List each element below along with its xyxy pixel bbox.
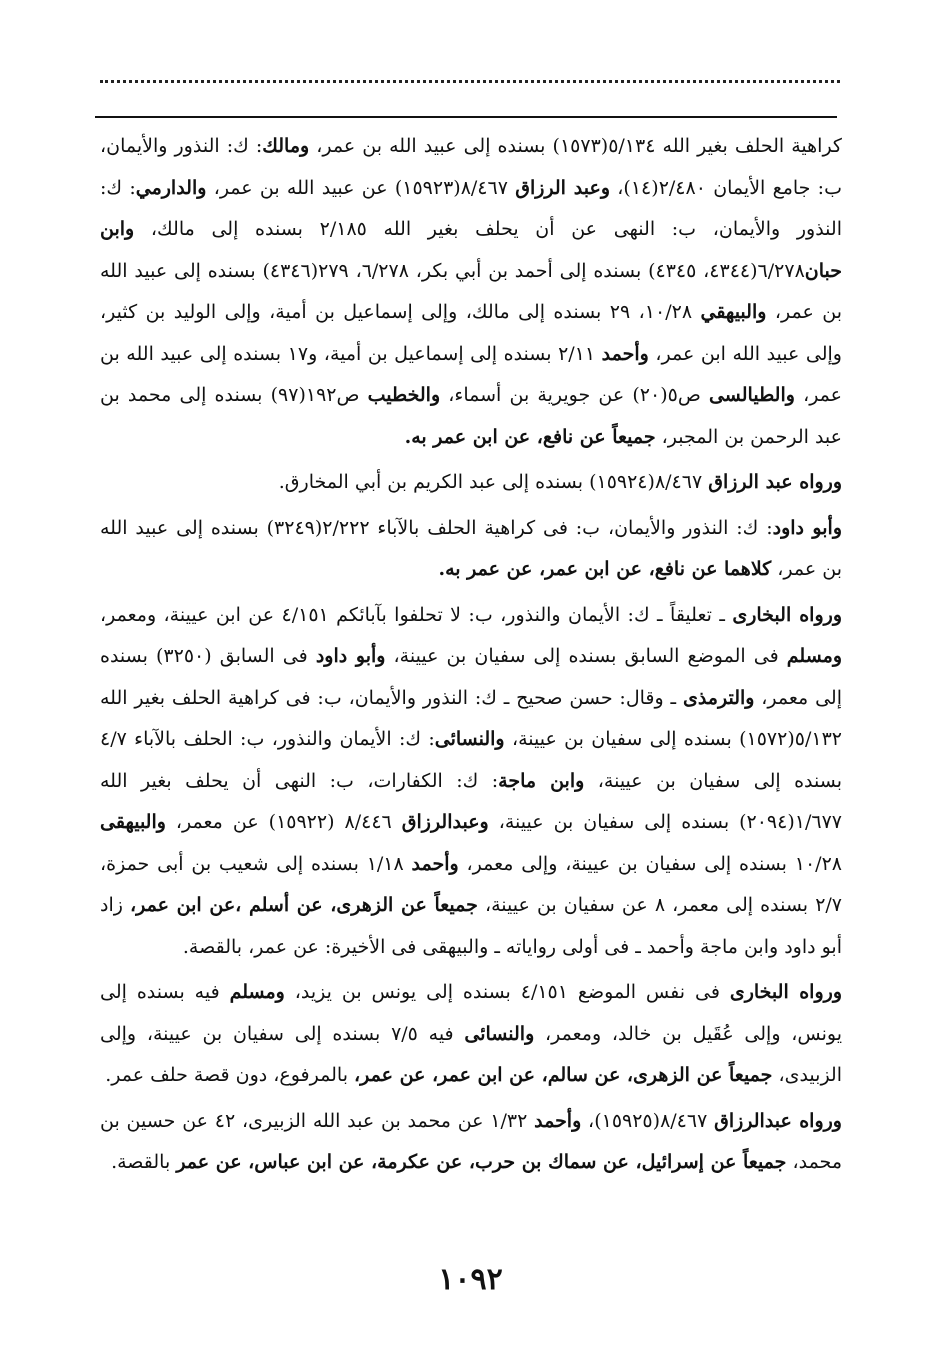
paragraph (100, 972, 842, 1097)
citation-source: والترمذى (682, 686, 755, 709)
text-run: فى الموضع السابق بسنده إلى سفيان بن عيينة، (385, 645, 787, 667)
citation-source: وأحمد (534, 1109, 582, 1132)
dotted-separator (100, 80, 840, 83)
text-run: بالقصة. (111, 1151, 177, 1173)
text-run: ـ تعليقاً ـ ك: الأيمان والنذور، ب: لا تحلفوا بآبائكم ٤/١٥١ عن ابن عيينة، ومعمر، (100, 603, 733, 626)
text-run: فى السابق (٣٢٥٠) بسنده إلى معمر، (100, 645, 842, 709)
text-run: ـ وقال: حسن صحيح ـ ك: النذور والأيمان، ب: فى كراهية الحلف بغير الله ٥/١٣٢(١٥٧٢) بسنده إلى سفيان بن عيينة، (100, 686, 842, 750)
paragraph (100, 508, 842, 591)
citation-source: والطيالسى (708, 384, 795, 406)
citation-source: جميعاً عن إسرائيل، عن سماك بن حرب، عن عكرمة، عن ابن عباس، عن عمر (176, 1151, 787, 1173)
text-run: ٦/٢٧٨(٤٣٤٤، ٤٣٤٥) بسنده إلى أحمد بن أبي بكر، ٦/٢٧٨، ٢٧٩(٤٣٤٦) بسنده إلى عبيد الله بن عمر، (100, 259, 842, 323)
citation-source: والخطيب (367, 384, 441, 406)
citation-source: ورواه البخارى (729, 981, 842, 1003)
text-run: : ك: الكفارات، ب: النهى أن يحلف بغير الله ١/٦٧٧(٢٠٩٤) بسنده إلى سفيان بن عيينة، (100, 769, 842, 833)
citation-source: وأحمد (411, 852, 459, 875)
citation-source: والنسائى (464, 1022, 535, 1045)
paragraph (100, 1101, 842, 1184)
text-run: : ك: النذور والأيمان، ب: جامع الأيمان ٢/٤٨٠(١٤)، (100, 135, 842, 199)
citation-source: وعبدالرزاق (401, 811, 489, 833)
paragraph (100, 126, 842, 458)
citation-source: وأبو داود (315, 645, 386, 667)
paragraph (100, 462, 842, 504)
citation-source: وأبو داود (772, 516, 842, 539)
footnote-rule (95, 116, 837, 118)
text-run: ٨/٤٦٧(١٥٩٢٥)، (581, 1109, 715, 1132)
citation-source: وعبد الرزاق (515, 176, 611, 199)
text-run: ٨/٤٦٧(١٥٩٢٤) بسنده إلى عبد الكريم بن أبي المخارق. (278, 471, 709, 493)
text-run: : ك: الأيمان والنذور، ب: الحلف بالآباء ٤/٧ بسنده إلى سفيان بن عيينة، (100, 728, 842, 792)
text-run: ١٠/٢٨ بسنده إلى سفيان بن عيينة، وإلى معمر، (458, 852, 842, 875)
citation-source: والبيهقى (100, 811, 166, 833)
text-run: بالمرفوع، دون قصة حلف عمر. (105, 1064, 355, 1086)
citation-source: ورواه عبد الرزاق (708, 471, 842, 493)
text-run: فى نفس الموضع ٤/١٥١ بسنده إلى يونس بن يزيد، (284, 981, 730, 1003)
citation-source: وابن ماجة (498, 769, 585, 792)
citation-source: والنسائى (434, 728, 505, 750)
text-run: ص٥(٢٠) عن جويرية بن أسماء، (440, 384, 709, 406)
citation-source: ومالك (262, 135, 310, 157)
text-run: زاد أبو داود وابن ماجة وأحمد ـ فى أولى رواياته ـ والبيهقى فى الأخيرة: عن عمر، بالقصة. (100, 894, 842, 958)
text-run: ٢/١١ بسنده إلى إسماعيل بن أمية، و١٧ بسنده إلى عبيد الله بن عمر، (100, 342, 843, 406)
paragraph (100, 595, 842, 969)
citation-source: وأحمد (601, 342, 649, 365)
citation-source: ومسلم (786, 645, 843, 667)
text-run: : ك: النذور والأيمان، ب: النهى عن أن يحلف بغير الله ٢/١٨٥ بسنده إلى مالك، (100, 176, 842, 240)
citation-source: جميعاً عن الزهرى، عن أسلم ،عن ابن عمر، (130, 894, 478, 916)
text-run: ص١٩٢(٩٧) بسنده إلى محمد بن عبد الرحمن بن المجبر، (100, 384, 842, 448)
page-number: ١٠٩٢ (438, 1262, 503, 1297)
text-run: : ك: النذور والأيمان، ب: فى كراهية الحلف بالآباء ٢/٢٢٢(٣٢٤٩) بسنده إلى عبيد الله بن عمر، (100, 516, 842, 580)
text-run: ١/١٨ بسنده إلى شعيب بن أبى حمزة، ٢/٧ بسنده إلى معمر، ٨ عن سفيان بن عيينة، (100, 852, 842, 916)
text-run: ١٠/٢٨، ٢٩ بسنده إلى مالك، وإلى إسماعيل بن أمية، وإلى الوليد بن كثير، وإلى عبيد الله ابن عمر، (100, 301, 842, 365)
citation-source: والدارمي (135, 176, 207, 199)
citation-source: ومسلم (229, 981, 285, 1003)
text-run: فيه ٧/٥ بسنده إلى سفيان بن عيينة، وإلى الزبيدى، (100, 1022, 842, 1086)
citation-source: كلاهما عن نافع، عن ابن عمر، عن عمر به. (438, 558, 772, 580)
footnote-text (100, 126, 842, 1188)
text-run: فيه بسنده إلى يونس، وإلى عُقَيل بن خالد، ومعمر، (100, 981, 843, 1045)
citation-source: جميعاً عن الزهرى، عن سالم، عن ابن عمر، عن عمر، (354, 1064, 773, 1086)
citation-source: جميعاً عن نافع، عن ابن عمر به. (404, 425, 656, 448)
text-run: ٨/٤٤٦ (١٥٩٢٢) عن معمر، (165, 811, 402, 833)
text-run: ٨/٤٦٧(١٥٩٢٣) عن عبيد الله بن عمر، (206, 176, 516, 199)
text-run: كراهية الحلف بغير الله ٥/١٣٤(١٥٧٣) بسنده إلى عبيد الله بن عمر، (309, 135, 842, 157)
citation-source: ورواه البخارى (732, 603, 842, 626)
citation-source: ورواه عبدالرزاق (714, 1109, 842, 1132)
citation-source: وابن حبان (100, 218, 843, 282)
citation-source: والبيهقي (700, 301, 767, 323)
text-run: ١/٣٢ عن محمد بن عبد الله الزبيرى، ٤٢ عن حسين بن محمد، (100, 1109, 842, 1173)
